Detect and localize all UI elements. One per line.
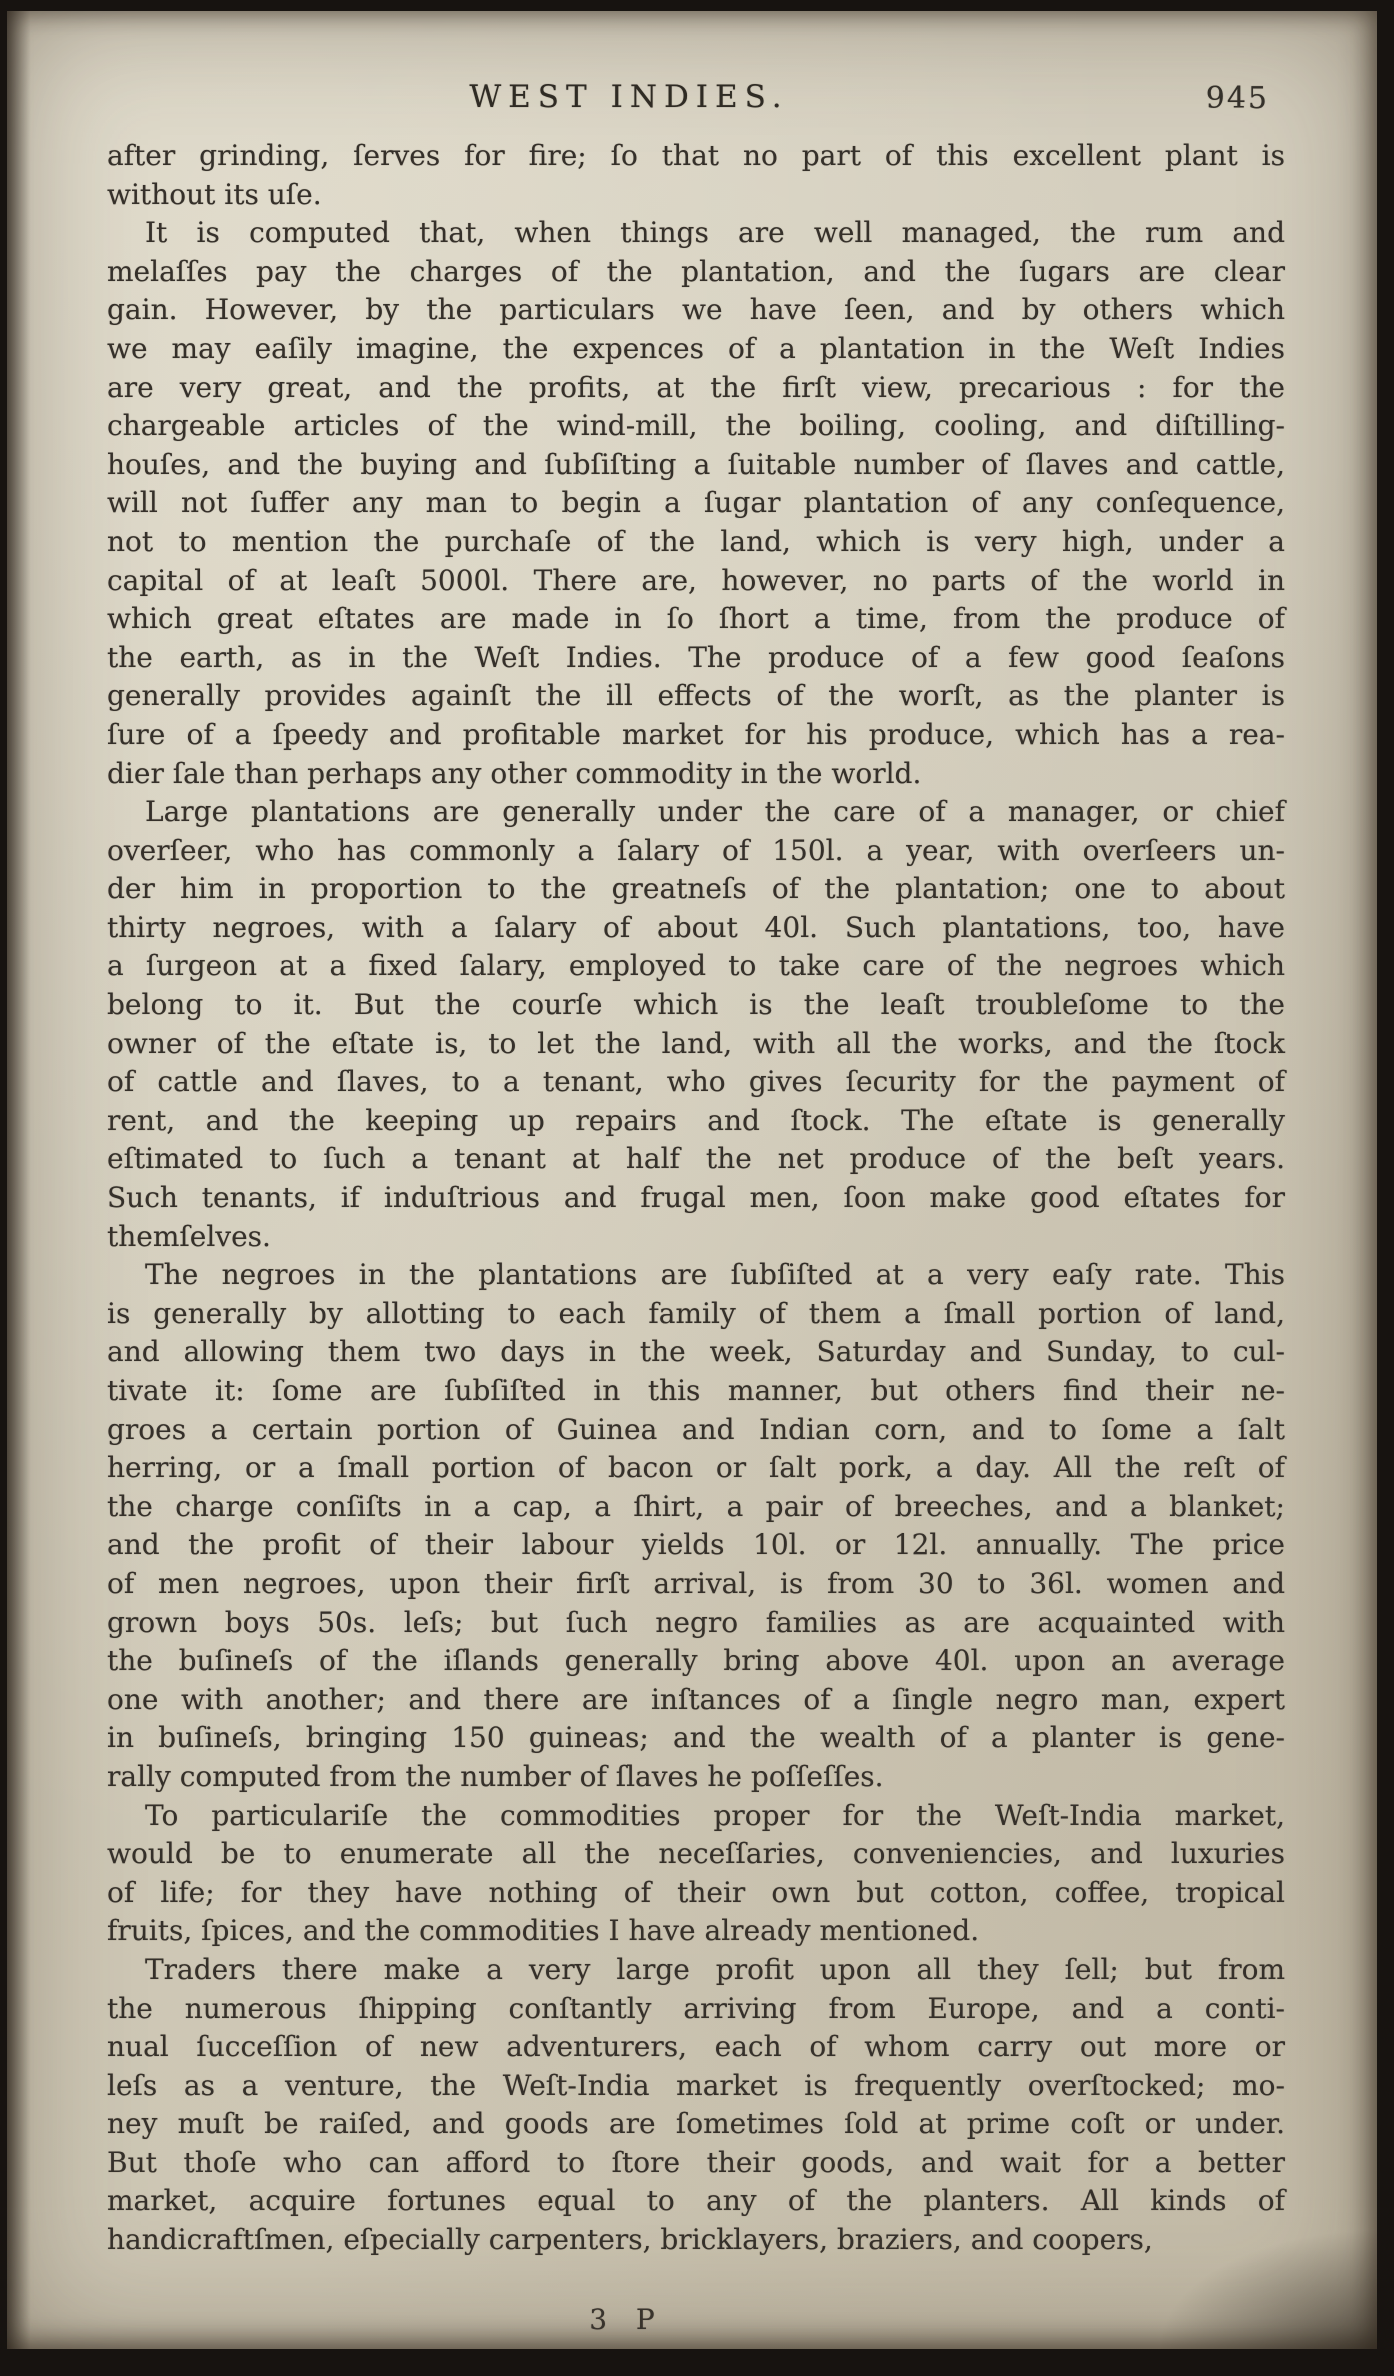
text-line: will not ſuffer any man to begin a ſugar plantation of any conſequence, [107,486,1285,520]
text-line: market, acquire fortunes equal to any of the planters. All kinds of [107,2184,1285,2218]
text-line: grown boys 50s. leſs; but ſuch negro families as are acquainted with [107,1605,1285,1639]
text-line: the charge conſiſts in a cap, a ſhirt, a pair of breeches, and a blanket; [107,1489,1285,1523]
text-line: owner of the eſtate is, to let the land, with all the works, and the ſtock [107,1026,1285,1060]
text-line: leſs as a venture, the Weſt-India market is frequently overſtocked; mo- [107,2068,1285,2102]
paragraph [107,1256,1285,1796]
text-line: one with another; and there are inſtances of a ſingle negro man, expert [107,1682,1285,1716]
text-line: is generally by allotting to each family of them a ſmall portion of land, [107,1296,1285,1330]
paragraph [107,1797,1285,1951]
text-line: der him in proportion to the greatneſs of the plantation; one to about [107,872,1285,906]
text-line: rally computed from the number of ſlaves he poſſeſſes. [107,1759,884,1793]
text-line: not to mention the purchaſe of the land, which is very high, under a [107,524,1285,558]
text-line: without its uſe. [107,177,322,211]
text-line: rent, and the keeping up repairs and ſtock. The eſtate is generally [107,1103,1285,1137]
text-line: overſeer, who has commonly a ſalary of 150l. a year, with overſeers un- [107,833,1285,867]
text-line: belong to it. But the courſe which is the leaſt troubleſome to the [107,988,1285,1022]
text-line: melaſſes pay the charges of the plantation, and the ſugars are clear [107,254,1285,288]
text-line: But thoſe who can afford to ſtore their goods, and wait for a better [107,2145,1285,2179]
page-body [107,137,1285,2260]
text-line: The negroes in the plantations are ſubſiſted at a very eaſy rate. This [145,1258,1285,1292]
text-line: dier ſale than perhaps any other commodity in the world. [107,756,922,790]
text-line: the buſineſs of the iſlands generally bring above 40l. upon an average [107,1644,1285,1678]
text-line: handicraftſmen, eſpecially carpenters, bricklayers, braziers, and coopers, [107,2223,1153,2257]
text-line: tivate it: ſome are ſubſiſted in this manner, but others find their ne- [107,1374,1285,1407]
paragraph [107,137,1285,214]
text-line: in buſineſs, bringing 150 guineas; and the wealth of a planter is gene- [107,1721,1285,1755]
paper-surface [7,11,1377,2349]
text-line: of men negroes, upon their firſt arrival, is from 30 to 36l. women and [107,1566,1285,1600]
text-line: capital of at leaſt 5000l. There are, however, no parts of the world in [107,563,1285,597]
text-line: Traders there make a very large profit upon all they ſell; but from [145,1952,1285,1986]
page-number: 945 [1205,81,1269,116]
text-line: of cattle and ſlaves, to a tenant, who gives ſecurity for the payment of [107,1065,1285,1099]
page-title: WEST INDIES. [469,79,789,115]
text-line: we may eaſily imagine, the expences of a plantation in the Weſt Indies [107,331,1285,365]
text-line: groes a certain portion of Guinea and Indian corn, and to ſome a ſalt [107,1412,1285,1446]
running-head [107,79,1287,123]
text-line: would be to enumerate all the neceſſaries, conveniencies, and luxuries [107,1837,1285,1871]
text-line: and the profit of their labour yields 10l. or 12l. annually. The price [107,1528,1285,1562]
paragraph [107,793,1285,1256]
text-line: gain. However, by the particulars we have ſeen, and by others which [107,293,1285,327]
text-line: after grinding, ſerves for fire; ſo that no part of this excellent plant is [107,139,1285,172]
text-line: the earth, as in the Weſt Indies. The produce of a few good ſeaſons [107,640,1285,674]
signature-mark: 3 P [589,2303,665,2336]
text-line: generally provides againſt the ill effects of the worſt, as the planter is [107,679,1285,713]
text-line: Large plantations are generally under the care of a manager, or chief [145,795,1285,829]
paragraph [107,214,1285,793]
text-line: herring, or a ſmall portion of bacon or ſalt pork, a day. All the reſt of [107,1451,1285,1485]
text-line: fruits, ſpices, and the commodities I have already mentioned. [107,1914,980,1948]
text-line: are very great, and the profits, at the firſt view, precarious : for the [107,370,1285,404]
text-line: chargeable articles of the wind-mill, the boiling, cooling, and diſtilling- [107,409,1285,443]
text-line: It is computed that, when things are well managed, the rum and [145,216,1285,250]
text-line: a ſurgeon at a fixed ſalary, employed to take care of the negroes which [107,949,1285,983]
text-line: Such tenants, if induſtrious and frugal men, ſoon make good eſtates for [107,1181,1285,1215]
text-line: nual ſucceſſion of new adventurers, each of whom carry out more or [107,2030,1285,2064]
text-line: To particulariſe the commodities proper for the Weſt-India market, [145,1798,1285,1832]
paragraph [107,1951,1285,2260]
text-line: which great eſtates are made in ſo ſhort a time, from the produce of [107,602,1285,636]
text-line: ſure of a ſpeedy and profitable market for his produce, which has a rea- [107,717,1285,751]
text-line: and allowing them two days in the week, Saturday and Sunday, to cul- [107,1335,1285,1369]
text-line: eſtimated to ſuch a tenant at half the net produce of the beſt years. [107,1142,1285,1176]
text-line: the numerous ſhipping conſtantly arriving from Europe, and a conti- [107,1991,1285,2025]
text-line: thirty negroes, with a ſalary of about 40l. Such plantations, too, have [107,910,1285,944]
text-line: themſelves. [107,1219,271,1253]
text-line: of life; for they have nothing of their own but cotton, coffee, tropical [107,1875,1285,1909]
text-line: ney muſt be raiſed, and goods are ſometimes ſold at prime coſt or under. [107,2107,1285,2141]
left-edge-shadow [7,11,33,2349]
text-line: houſes, and the buying and ſubſiſting a ſuitable number of ſlaves and cattle, [107,447,1285,481]
